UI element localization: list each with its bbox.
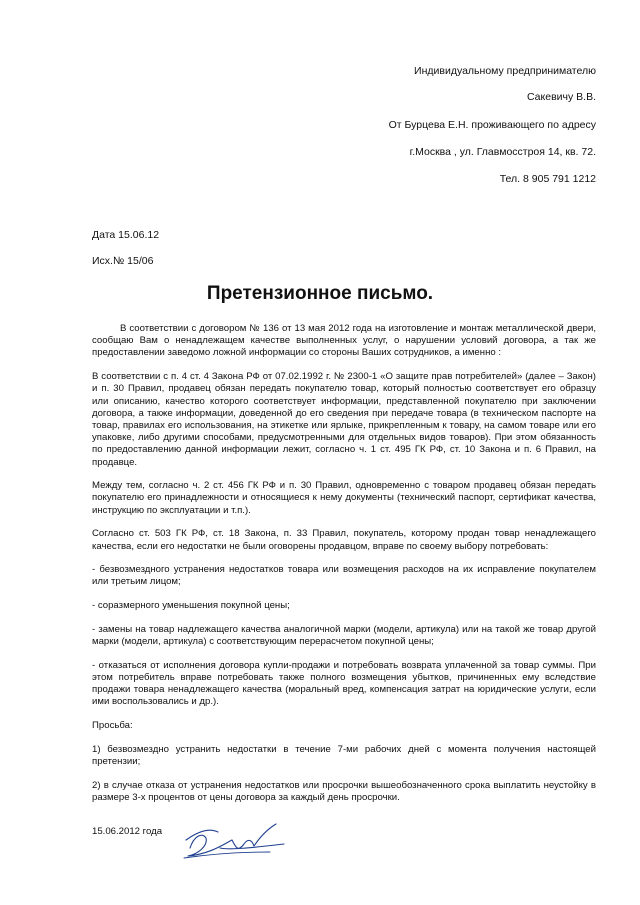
list-item: - безвозмездного устранения недостатков товара или возмещения расходов на их исправление покупателем или третьим лицом; [92, 564, 596, 588]
signature-image [180, 818, 290, 862]
request-heading: Просьба: [92, 720, 133, 732]
sender-phone: Тел. 8 905 791 1212 [499, 173, 596, 185]
list-item: - замены на товар надлежащего качества аналогичной марки (модели, артикула) или на такой же товар другой марки (модели, артикула) с соответствующим перерасчетом покупной цены; [92, 623, 596, 648]
paragraph-law-reference: В соответствии с п. 4 ст. 4 Закона РФ от 07.02.1992 г. № 2300-1 «О защите прав потребителей» (далее – Закон) и п. 30 Правил, продавец обязан передать покупателю товар, который полностью соответствует его образцу или описанию, качество которого соответствует информации, представленной покупателю при заключении договора, а также информации, доведенной до его сведения при передаче товара (в техническом паспорте на товар, правилах его использования, на этикетке или ярлыке, прикрепленным к товару, на самом товаре или его упаковке, либо другими способами, предусмотренными для отдельных видов товаров). При этом обязанность по предоставлению данной информации лежит, согласно ч. 1 ст. 495 ГК РФ, ст. 10 Закона и п. 6 Правил, на продавце. [92, 371, 596, 468]
paragraph-intro: В соответствии с договором № 136 от 13 мая 2012 года на изготовление и монтаж металлической двери, сообщаю Вам о ненадлежащем качестве выполненных услуг, о нарушении условий договора, а так же предоставлении заведомо ложной информации со стороны Ваших сотрудников, а именно : [92, 323, 596, 359]
list-item: - отказаться от исполнения договора купли-продажи и потребовать возврата уплаченной за товар суммы. При этом потребитель вправе потребовать также полного возмещения убытков, причиненных ему вследствие продажи товара ненадлежащего качества (моральный вред, компенсация затрат на юридические услуги, если ими воспользовались и др.). [92, 659, 596, 708]
paragraph-documents: Между тем, согласно ч. 2 ст. 456 ГК РФ и п. 30 Правил, одновременно с товаром продавец обязан передать покупателю его принадлежности и относящиеся к нему документы (технический паспорт, сертификат качества, инструкцию по эксплуатации и т.п.). [92, 480, 596, 516]
request-item: 2) в случае отказа от устранения недостатков или просрочки вышеобозначенного срока выплатить неустойку в размере 3-х процентов от цены договора за каждый день просрочки. [92, 779, 596, 803]
paragraph-buyer-rights: Согласно ст. 503 ГК РФ, ст. 18 Закона, п. 33 Правил, покупатель, которому продан товар ненадлежащего качества, если его недостатки не были оговорены продавцом, вправе по своему выбору потребовать: [92, 528, 596, 552]
signature-date: 15.06.2012 года [92, 826, 163, 837]
letter-title: Претензионное письмо. [206, 283, 434, 304]
outgoing-number: Исх.№ 15/06 [92, 255, 154, 267]
list-item: - соразмерного уменьшения покупной цены; [92, 600, 290, 612]
request-item: 1) безвозмездно устранить недостатки в течение 7-ми рабочих дней с момента получения настоящей претензии; [92, 743, 596, 767]
sender-address: г.Москва , ул. Главмосстроя 14, кв. 72. [409, 146, 596, 158]
sender-line: От Бурцева Е.Н. проживающего по адресу [388, 119, 596, 131]
letter-date: Дата 15.06.12 [92, 229, 160, 241]
recipient-line-1: Индивидуальному предпринимателю [414, 65, 596, 77]
letter-body [92, 323, 596, 816]
signature-stroke [186, 824, 284, 856]
recipient-name: Сакевичу В.В. [526, 91, 596, 103]
